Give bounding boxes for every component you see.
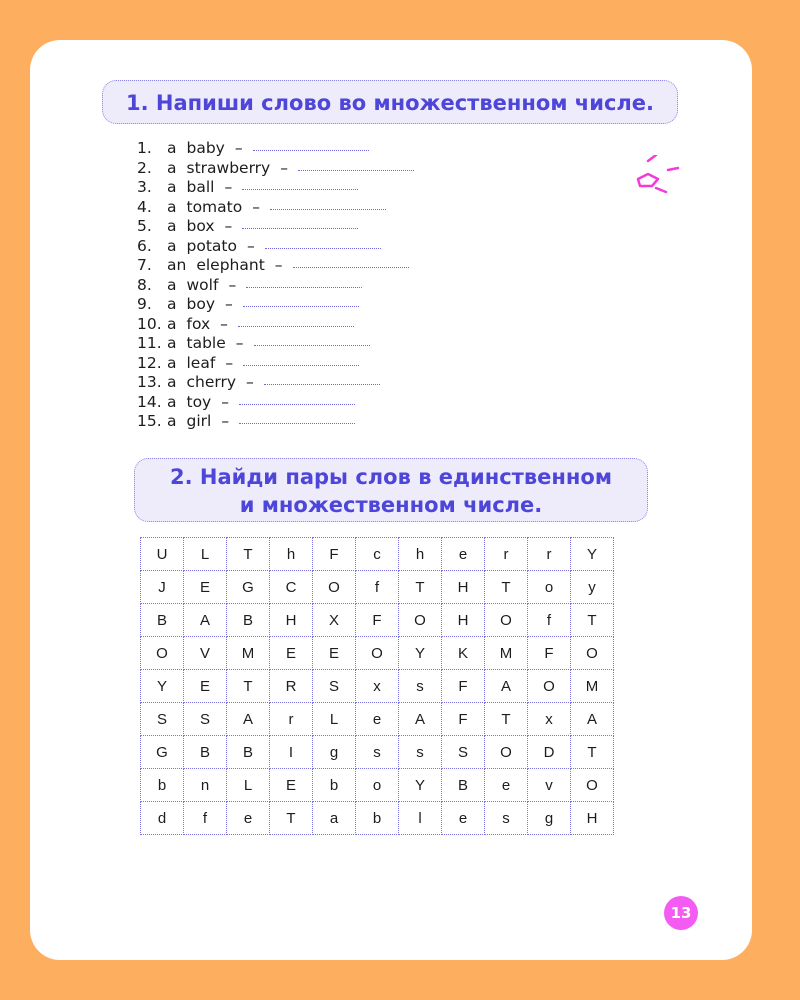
item-number: 12. <box>137 353 162 372</box>
item-number: 4. <box>137 197 152 216</box>
task1-title: 1. Напиши слово во множественном числе. <box>102 80 678 124</box>
item-article: a <box>167 197 177 216</box>
grid-cell[interactable]: J <box>141 571 184 604</box>
grid-cell[interactable]: E <box>270 769 313 802</box>
grid-cell[interactable]: x <box>528 703 571 736</box>
grid-cell[interactable]: r <box>528 538 571 571</box>
grid-cell[interactable]: Y <box>141 670 184 703</box>
list-item <box>137 354 414 374</box>
list-item <box>137 373 414 393</box>
grid-cell[interactable]: y <box>571 571 614 604</box>
grid-cell[interactable]: H <box>270 604 313 637</box>
grid-row <box>141 670 614 703</box>
grid-cell[interactable]: x <box>356 670 399 703</box>
item-word: wolf <box>186 275 219 294</box>
grid-cell[interactable]: B <box>227 736 270 769</box>
item-article: a <box>167 314 177 333</box>
grid-cell[interactable]: s <box>485 802 528 835</box>
grid-cell[interactable]: a <box>313 802 356 835</box>
item-word: strawberry <box>186 158 271 177</box>
grid-cell[interactable]: Y <box>399 769 442 802</box>
page-number-badge: 13 <box>664 896 698 930</box>
grid-row <box>141 604 614 637</box>
item-number: 2. <box>137 158 152 177</box>
grid-cell[interactable]: M <box>485 637 528 670</box>
grid-cell[interactable]: e <box>485 769 528 802</box>
grid-cell[interactable]: H <box>442 571 485 604</box>
grid-cell[interactable]: O <box>485 736 528 769</box>
grid-cell[interactable]: X <box>313 604 356 637</box>
answer-blank[interactable] <box>254 345 370 346</box>
grid-cell[interactable]: r <box>270 703 313 736</box>
item-number: 9. <box>137 295 152 313</box>
item-number: 15. <box>137 412 162 430</box>
grid-cell[interactable]: F <box>442 703 485 736</box>
grid-cell[interactable]: e <box>442 538 485 571</box>
plural-word-list <box>137 139 414 432</box>
list-item <box>137 198 414 218</box>
grid-cell[interactable]: l <box>399 802 442 835</box>
item-dash: – <box>274 256 283 274</box>
item-article: a <box>167 353 177 372</box>
grid-cell[interactable]: S <box>313 670 356 703</box>
grid-cell[interactable]: A <box>184 604 227 637</box>
grid-cell[interactable]: O <box>528 670 571 703</box>
item-article: an <box>167 256 187 274</box>
item-dash: – <box>280 158 288 177</box>
list-item <box>137 315 414 335</box>
grid-cell[interactable]: r <box>485 538 528 571</box>
grid-cell[interactable]: O <box>399 604 442 637</box>
grid-cell[interactable]: S <box>141 703 184 736</box>
grid-cell[interactable]: G <box>141 736 184 769</box>
grid-cell[interactable]: f <box>184 802 227 835</box>
answer-blank[interactable] <box>293 267 409 268</box>
list-item <box>137 256 414 276</box>
item-number: 11. <box>137 334 162 352</box>
answer-blank[interactable] <box>239 404 355 405</box>
item-word: fox <box>186 314 211 333</box>
item-word: tomato <box>186 197 243 216</box>
grid-cell[interactable]: o <box>356 769 399 802</box>
item-word: ball <box>186 178 215 196</box>
grid-cell[interactable]: E <box>270 637 313 670</box>
answer-blank[interactable] <box>243 365 359 366</box>
grid-cell[interactable]: B <box>141 604 184 637</box>
grid-cell[interactable]: O <box>356 637 399 670</box>
item-dash: – <box>220 314 228 333</box>
grid-cell[interactable]: F <box>356 604 399 637</box>
grid-cell[interactable]: M <box>571 670 614 703</box>
grid-cell[interactable]: o <box>528 571 571 604</box>
grid-cell[interactable]: O <box>571 637 614 670</box>
grid-cell[interactable]: A <box>485 670 528 703</box>
item-number: 6. <box>137 236 152 255</box>
item-dash: – <box>246 236 255 255</box>
grid-row <box>141 703 614 736</box>
task2-title <box>134 458 648 522</box>
list-item <box>137 412 414 432</box>
grid-cell[interactable]: n <box>184 769 227 802</box>
item-word: box <box>186 217 215 235</box>
item-dash: – <box>225 353 234 372</box>
grid-cell[interactable]: h <box>270 538 313 571</box>
grid-cell[interactable]: O <box>485 604 528 637</box>
grid-cell[interactable]: s <box>399 736 442 769</box>
answer-blank[interactable] <box>239 423 355 424</box>
grid-cell[interactable]: I <box>270 736 313 769</box>
grid-cell[interactable]: c <box>356 538 399 571</box>
item-number: 14. <box>137 392 162 411</box>
item-word: girl <box>186 412 212 430</box>
grid-cell[interactable]: B <box>442 769 485 802</box>
grid-cell[interactable]: R <box>270 670 313 703</box>
grid-cell[interactable]: F <box>313 538 356 571</box>
grid-cell[interactable]: F <box>528 637 571 670</box>
grid-cell[interactable]: s <box>356 736 399 769</box>
grid-cell[interactable]: O <box>141 637 184 670</box>
grid-cell[interactable]: L <box>227 769 270 802</box>
grid-cell[interactable]: f <box>528 604 571 637</box>
item-dash: – <box>252 197 260 216</box>
grid-cell[interactable]: L <box>313 703 356 736</box>
list-item <box>137 276 414 296</box>
grid-cell[interactable]: F <box>442 670 485 703</box>
item-number: 13. <box>137 373 162 391</box>
list-item <box>137 139 414 159</box>
answer-blank[interactable] <box>265 248 381 249</box>
word-search-grid <box>140 537 614 835</box>
item-word: boy <box>186 295 215 313</box>
item-word: baby <box>186 139 225 157</box>
answer-blank[interactable] <box>238 326 354 327</box>
grid-cell[interactable]: b <box>356 802 399 835</box>
item-dash: – <box>221 412 230 430</box>
grid-cell[interactable]: Y <box>399 637 442 670</box>
grid-cell[interactable]: Y <box>571 538 614 571</box>
grid-cell[interactable]: T <box>485 703 528 736</box>
item-number: 3. <box>137 178 152 196</box>
answer-blank[interactable] <box>246 287 362 288</box>
grid-cell[interactable]: b <box>141 769 184 802</box>
item-article: a <box>167 373 177 391</box>
grid-cell[interactable]: M <box>227 637 270 670</box>
item-number: 8. <box>137 275 152 294</box>
grid-row <box>141 538 614 571</box>
grid-cell[interactable]: O <box>571 769 614 802</box>
grid-cell[interactable]: d <box>141 802 184 835</box>
grid-cell[interactable]: e <box>356 703 399 736</box>
answer-blank[interactable] <box>242 189 358 190</box>
task2-title-line2: и множественном числе. <box>239 493 543 517</box>
item-dash: – <box>225 295 233 313</box>
grid-cell[interactable]: T <box>571 604 614 637</box>
item-word: potato <box>186 236 237 255</box>
list-item <box>137 393 414 413</box>
item-word: table <box>186 334 226 352</box>
list-item <box>137 334 414 354</box>
item-article: a <box>167 412 177 430</box>
answer-blank[interactable] <box>243 306 359 307</box>
grid-cell[interactable]: T <box>227 670 270 703</box>
grid-cell[interactable]: D <box>528 736 571 769</box>
grid-cell[interactable]: G <box>227 571 270 604</box>
grid-cell[interactable]: L <box>184 538 227 571</box>
grid-cell[interactable]: T <box>571 736 614 769</box>
item-article: a <box>167 158 177 177</box>
grid-row <box>141 571 614 604</box>
grid-cell[interactable]: e <box>442 802 485 835</box>
grid-cell[interactable]: v <box>528 769 571 802</box>
grid-cell[interactable]: e <box>227 802 270 835</box>
item-number: 5. <box>137 217 152 235</box>
list-item <box>137 178 414 198</box>
grid-cell[interactable]: s <box>399 670 442 703</box>
grid-row <box>141 637 614 670</box>
item-article: a <box>167 236 177 255</box>
item-dash: – <box>235 334 244 352</box>
grid-row <box>141 736 614 769</box>
grid-row <box>141 769 614 802</box>
item-article: a <box>167 275 177 294</box>
grid-cell[interactable]: V <box>184 637 227 670</box>
item-dash: – <box>224 217 233 235</box>
answer-blank[interactable] <box>253 150 369 151</box>
answer-blank[interactable] <box>298 170 414 171</box>
answer-blank[interactable] <box>270 209 386 210</box>
item-word: leaf <box>186 353 216 372</box>
item-dash: – <box>224 178 233 196</box>
list-item <box>137 237 414 257</box>
list-item <box>137 295 414 315</box>
grid-cell[interactable]: T <box>399 571 442 604</box>
item-article: a <box>167 217 177 235</box>
item-dash: – <box>234 139 243 157</box>
item-word: elephant <box>196 256 265 274</box>
grid-cell[interactable]: g <box>528 802 571 835</box>
list-item <box>137 217 414 237</box>
item-article: a <box>167 392 177 411</box>
grid-cell[interactable]: B <box>227 604 270 637</box>
item-number: 7. <box>137 256 152 274</box>
grid-cell[interactable]: E <box>184 670 227 703</box>
grid-cell[interactable]: E <box>313 637 356 670</box>
grid-cell[interactable]: C <box>270 571 313 604</box>
item-article: a <box>167 295 177 313</box>
grid-cell[interactable]: A <box>227 703 270 736</box>
answer-blank[interactable] <box>242 228 358 229</box>
item-number: 1. <box>137 139 152 157</box>
grid-cell[interactable]: K <box>442 637 485 670</box>
grid-cell[interactable]: T <box>227 538 270 571</box>
item-word: cherry <box>186 373 237 391</box>
grid-cell[interactable]: f <box>356 571 399 604</box>
item-number: 10. <box>137 314 162 333</box>
grid-cell[interactable]: S <box>184 703 227 736</box>
grid-cell[interactable]: B <box>184 736 227 769</box>
grid-cell[interactable]: A <box>571 703 614 736</box>
grid-cell[interactable]: b <box>313 769 356 802</box>
worksheet-page <box>30 40 752 960</box>
item-dash: – <box>228 275 237 294</box>
grid-cell[interactable]: g <box>313 736 356 769</box>
grid-cell[interactable]: T <box>485 571 528 604</box>
grid-cell[interactable]: E <box>184 571 227 604</box>
item-dash: – <box>246 373 254 391</box>
grid-cell[interactable]: T <box>270 802 313 835</box>
grid-cell[interactable]: U <box>141 538 184 571</box>
grid-cell[interactable]: H <box>571 802 614 835</box>
grid-cell[interactable]: h <box>399 538 442 571</box>
item-article: a <box>167 334 177 352</box>
item-dash: – <box>221 392 229 411</box>
task2-title-line1: 2. Найди пары слов в единственном <box>169 465 612 489</box>
grid-cell[interactable]: H <box>442 604 485 637</box>
grid-cell[interactable]: O <box>313 571 356 604</box>
grid-row <box>141 802 614 835</box>
answer-blank[interactable] <box>264 384 380 385</box>
item-article: a <box>167 139 177 157</box>
item-article: a <box>167 178 177 196</box>
grid-cell[interactable]: S <box>442 736 485 769</box>
sparkle-scribble-icon <box>630 155 680 195</box>
list-item <box>137 159 414 179</box>
grid-cell[interactable]: A <box>399 703 442 736</box>
item-word: toy <box>186 392 212 411</box>
